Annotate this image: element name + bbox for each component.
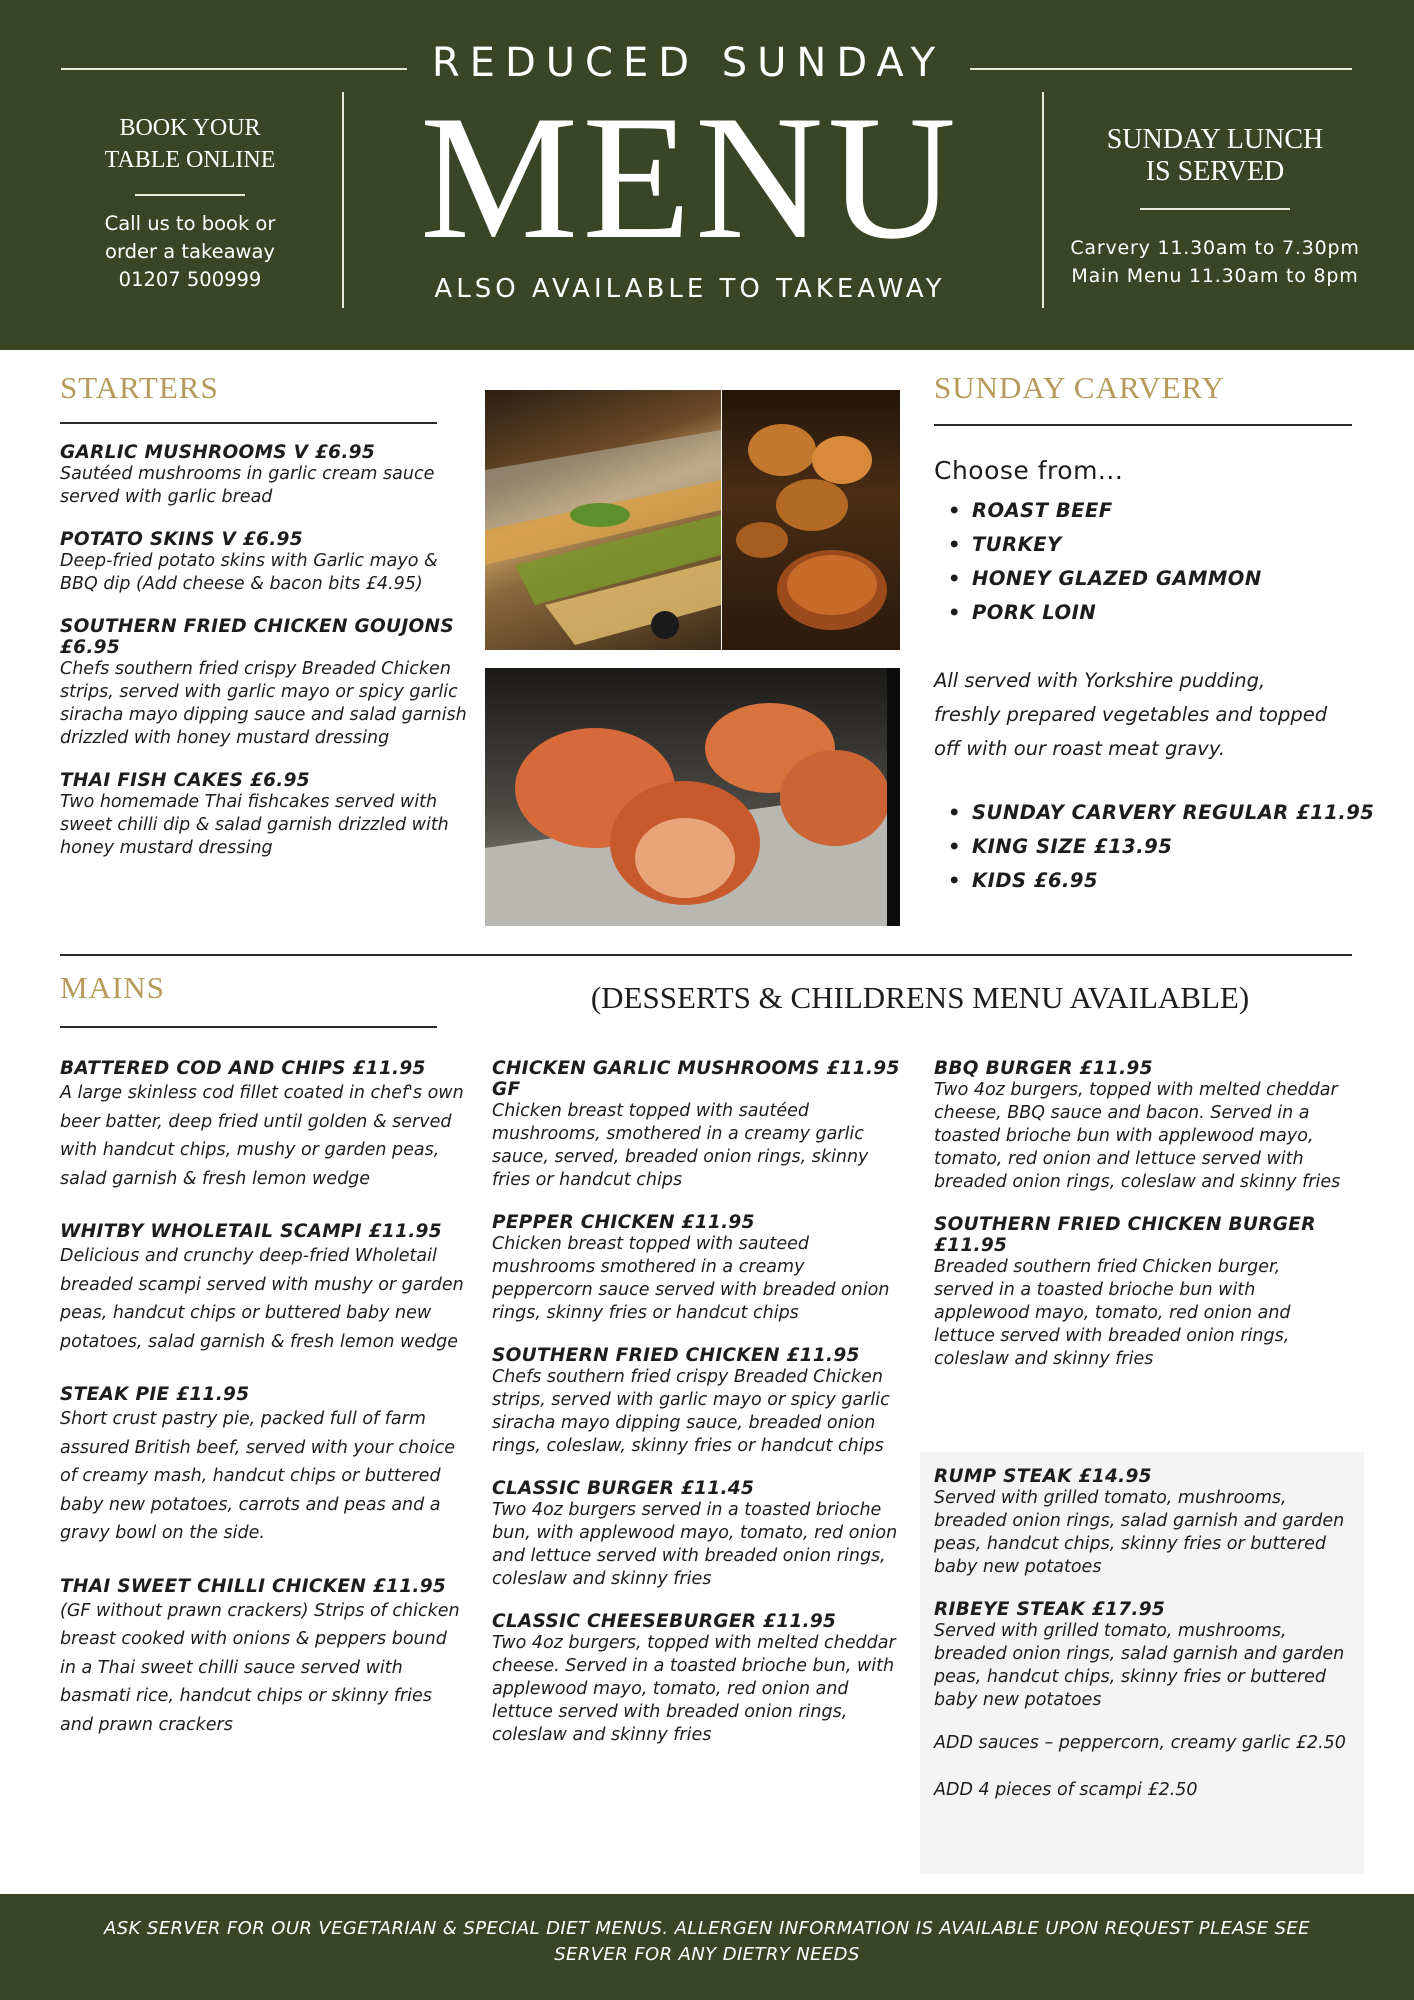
list-item [492, 1212, 902, 1325]
carvery-heading: SUNDAY CARVERY [934, 370, 1225, 405]
list-item [492, 1058, 902, 1192]
header-left-panel [60, 112, 320, 294]
header-subtitle: ALSO AVAILABLE TO TAKEAWAY [434, 274, 946, 304]
list-item: • KING SIZE £13.95 [934, 830, 1404, 864]
starters-rule [60, 422, 437, 424]
item-desc: Two 4oz burgers, topped with melted cheddar cheese, BBQ sauce and bacon. Served in a toasted brioche bun with applewood mayo, tomato, red onion and lettuce served with breaded onion rings, coleslaw and skinny fries [934, 1080, 1341, 1192]
steaks-content [920, 1452, 1364, 1802]
footer-banner [0, 1894, 1414, 2000]
item-name: GARLIC MUSHROOMS V £6.95 [60, 442, 376, 463]
mains-column-1 [60, 1058, 465, 1767]
item-desc: Chicken breast topped with sauteed mushrooms smothered in a creamy peppercorn sauce served with breaded onion rings, skinny fries or handcut chips [492, 1234, 890, 1323]
carvery-price-list [934, 796, 1404, 898]
list-item [492, 1478, 902, 1591]
item-desc: Two 4oz burgers served in a toasted brioche bun, with applewood mayo, tomato, red onion and lettuce served with breaded onion rings, coleslaw and skinny fries [492, 1500, 898, 1589]
carvery-time: Carvery 11.30am to 7.30pm [1070, 237, 1360, 259]
phone-number[interactable]: 01207 500999 [118, 268, 262, 291]
item-name: THAI SWEET CHILLI CHICKEN £11.95 [60, 1575, 447, 1597]
carvery-buffet-photo [485, 390, 721, 650]
list-item [60, 616, 470, 750]
list-item [492, 1611, 902, 1747]
yorkshire-graphic [722, 390, 900, 650]
roast-meat-photo [485, 668, 900, 926]
item-name: WHITBY WHOLETAIL SCAMPI £11.95 [60, 1221, 442, 1242]
desserts-note: (DESSERTS & CHILDRENS MENU AVAILABLE) [590, 980, 1250, 1015]
lunch-line2: IS SERVED [1145, 156, 1285, 187]
buffet-tray-graphic [485, 390, 721, 650]
item-name: THAI FISH CAKES £6.95 [60, 770, 310, 791]
header-rule-left [61, 68, 407, 70]
list-item [934, 1466, 1350, 1579]
list-item [934, 1058, 1344, 1194]
list-item [492, 1345, 902, 1458]
list-item: • TURKEY [934, 528, 1374, 562]
carvery-rule [934, 424, 1352, 426]
steaks-box [920, 1452, 1364, 1874]
list-item [60, 770, 470, 860]
carvery-choose: Choose from... [934, 456, 1124, 485]
header-rule-right [970, 68, 1352, 70]
item-name: SOUTHERN FRIED CHICKEN BURGER £11.95 [934, 1214, 1316, 1256]
header-right-panel [1060, 124, 1370, 290]
add-scampi: ADD 4 pieces of scampi £2.50 [934, 1780, 1198, 1800]
item-desc: (GF without prawn crackers) Strips of chicken breast cooked with onions & peppers bound in a Thai sweet chilli sauce served with basmati rice, handcut chips or skinny fries and prawn crackers [60, 1600, 460, 1735]
list-item [60, 1384, 465, 1548]
item-desc: Sautéed mushrooms in garlic cream sauce served with garlic bread [60, 464, 435, 507]
list-item [934, 1214, 1344, 1371]
item-name: POTATO SKINS V £6.95 [60, 529, 303, 550]
call-line1: Call us to book or [104, 212, 276, 235]
item-desc: Two 4oz burgers, topped with melted cheddar cheese. Served in a toasted brioche bun, with applewood mayo, tomato, red onion and lettuce served with breaded onion rings, coleslaw and skinny fries [492, 1633, 896, 1745]
yorkshire-pudding-photo [722, 390, 900, 650]
carvery-served-with: All served with Yorkshire pudding, freshly prepared vegetables and topped off with our roast meat gravy. [934, 669, 1328, 760]
roast-graphic [485, 668, 900, 926]
mains-column-2 [492, 1058, 902, 1767]
main-menu-time: Main Menu 11.30am to 8pm [1071, 265, 1359, 287]
item-name: PEPPER CHICKEN £11.95 [492, 1212, 755, 1233]
list-item [60, 442, 470, 509]
starters-list [60, 442, 470, 880]
carvery-meat-list [934, 494, 1374, 630]
item-name: SOUTHERN FRIED CHICKEN GOUJONS £6.95 [60, 616, 454, 658]
mains-rule [60, 1026, 437, 1028]
mains-heading: MAINS [60, 970, 165, 1005]
call-line2: order a takeaway [105, 240, 275, 263]
lunch-line1: SUNDAY LUNCH [1106, 124, 1324, 155]
list-item [934, 1599, 1350, 1712]
list-item [60, 529, 470, 596]
list-item: • HONEY GLAZED GAMMON [934, 562, 1374, 596]
add-sauces: ADD sauces – peppercorn, creamy garlic £2.50 [934, 1733, 1346, 1753]
header-divider-right [1042, 92, 1044, 308]
item-name: SOUTHERN FRIED CHICKEN £11.95 [492, 1345, 860, 1366]
footer-line1: ASK SERVER FOR OUR VEGETARIAN & SPECIAL DIET MENUS. ALLERGEN INFORMATION IS AVAILABLE UPON REQUEST PLEASE SEE [104, 1918, 1310, 1939]
item-desc: Served with grilled tomato, mushrooms, breaded onion rings, salad garnish and garden peas, handcut chips, skinny fries or buttered baby new potatoes [934, 1621, 1345, 1710]
item-desc: Breaded southern fried Chicken burger, served in a toasted brioche bun with applewood mayo, tomato, red onion and lettuce served with breaded onion rings, coleslaw and skinny fries [934, 1257, 1291, 1369]
mains-top-rule [60, 954, 1352, 956]
book-divider [135, 194, 245, 196]
item-desc: Deep-fried potato skins with Garlic mayo & BBQ dip (Add cheese & bacon bits £4.95) [60, 551, 438, 594]
list-item [60, 1058, 465, 1193]
list-item: • ROAST BEEF [934, 494, 1374, 528]
book-online-line1: BOOK YOUR [119, 115, 261, 141]
item-desc: Chicken breast topped with sautéed mushrooms, smothered in a creamy garlic sauce, served, breaded onion rings, skinny fries or handcut chips [492, 1101, 869, 1190]
item-desc: Chefs southern fried crispy Breaded Chicken strips, served with garlic mayo or spicy garlic siracha mayo dipping sauce, breaded onion rings, coleslaw, skinny fries or handcut chips [492, 1367, 890, 1456]
list-item: • PORK LOIN [934, 596, 1374, 630]
book-online-line2: TABLE ONLINE [104, 147, 276, 173]
item-desc: A large skinless cod fillet coated in chef's own beer batter, deep fried until golden & served with handcut chips, mushy or garden peas, salad garnish & fresh lemon wedge [60, 1083, 464, 1189]
item-name: CHICKEN GARLIC MUSHROOMS £11.95 GF [492, 1058, 900, 1100]
item-name: CLASSIC CHEESEBURGER £11.95 [492, 1611, 837, 1632]
item-name: STEAK PIE £11.95 [60, 1384, 250, 1405]
item-desc: Served with grilled tomato, mushrooms, breaded onion rings, salad garnish and garden peas, handcut chips, skinny fries or buttered baby new potatoes [934, 1488, 1345, 1577]
item-desc: Delicious and crunchy deep-fried Wholetail breaded scampi served with mushy or garden peas, handcut chips or buttered baby new potatoes, salad garnish & fresh lemon wedge [60, 1246, 464, 1352]
item-name: RUMP STEAK £14.95 [934, 1466, 1152, 1487]
list-item: • KIDS £6.95 [934, 864, 1404, 898]
footer-line2: SERVER FOR ANY DIETRY NEEDS [554, 1944, 860, 1965]
item-desc: Chefs southern fried crispy Breaded Chicken strips, served with garlic mayo or spicy garlic siracha mayo dipping sauce and salad garnish drizzled with honey mustard dressing [60, 659, 467, 748]
starters-heading: STARTERS [60, 370, 219, 405]
list-item [60, 1576, 465, 1740]
mains-column-3 [934, 1058, 1344, 1391]
list-item [60, 1221, 465, 1356]
list-item: • SUNDAY CARVERY REGULAR £11.95 [934, 796, 1404, 830]
lunch-divider [1140, 208, 1290, 210]
item-desc: Short crust pastry pie, packed full of farm assured British beef, served with your choice of creamy mash, handcut chips or buttered baby new potatoes, carrots and peas and a gravy bowl on the side. [60, 1409, 456, 1543]
item-name: BBQ BURGER £11.95 [934, 1058, 1153, 1079]
item-desc: Two homemade Thai fishcakes served with sweet chilli dip & salad garnish drizzled with honey mustard dressing [60, 792, 449, 858]
item-name: RIBEYE STEAK £17.95 [934, 1599, 1166, 1620]
item-name: BATTERED COD AND CHIPS £11.95 [60, 1058, 426, 1079]
item-name: CLASSIC BURGER £11.45 [492, 1478, 755, 1499]
page-title: MENU [419, 78, 961, 276]
header-divider-left [342, 92, 344, 308]
header-top-title: REDUCED SUNDAY [431, 40, 946, 86]
